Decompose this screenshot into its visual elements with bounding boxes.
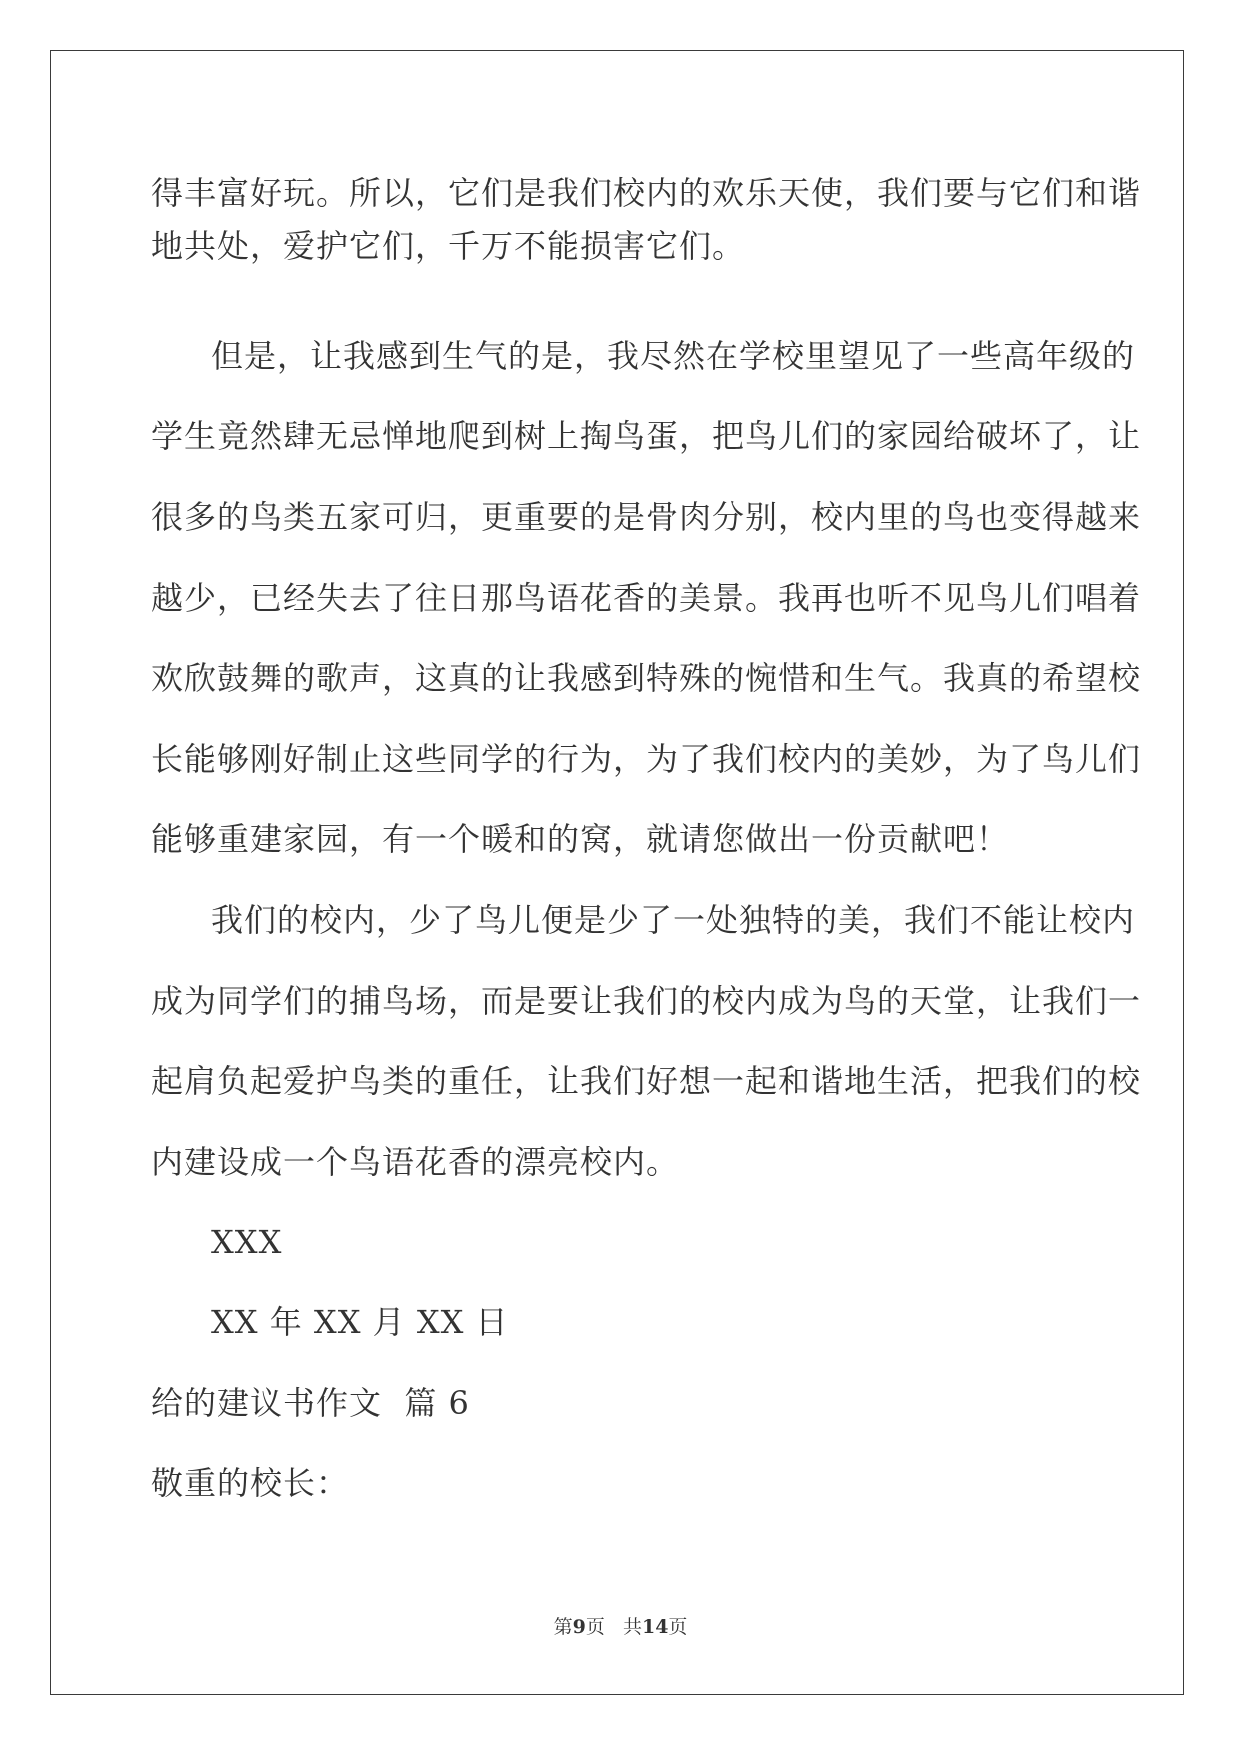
text-line: 但是，让我感到生气的是，我尽然在学校里望见了一些高年级的 [211, 337, 1136, 375]
footer-total-prefix: 共 [622, 1616, 642, 1638]
footer-total-unit: 页 [668, 1616, 688, 1638]
text-line: 成为同学们的捕鸟场，而是要让我们的校内成为鸟的天堂，让我们一 [151, 982, 1142, 1020]
text-line: 很多的鸟类五家可归，更重要的是骨肉分别，校内里的鸟也变得越来 [151, 498, 1142, 536]
footer-prefix: 第 [553, 1616, 573, 1638]
page-footer [0, 1612, 1241, 1639]
current-page-number: 9 [572, 1616, 586, 1638]
date-line: XX 年 XX 月 XX 日 [211, 1303, 509, 1341]
page-border [50, 50, 1184, 1695]
total-page-count: 14 [641, 1616, 669, 1638]
text-line: 我们的校内，少了鸟儿便是少了一处独特的美，我们不能让校内 [211, 901, 1136, 939]
salutation: 敬重的校长： [151, 1464, 350, 1502]
footer-page-unit: 页 [585, 1616, 605, 1638]
signature: XXX [211, 1223, 283, 1261]
text-line: 内建设成一个鸟语花香的漂亮校内。 [151, 1143, 680, 1181]
text-line: 越少，已经失去了往日那鸟语花香的美景。我再也听不见鸟儿们唱着 [151, 579, 1142, 617]
text-line: 起肩负起爱护鸟类的重任，让我们好想一起和谐地生活，把我们的校 [151, 1062, 1142, 1100]
text-line: 学生竟然肆无忌惮地爬到树上掏鸟蛋，把鸟儿们的家园给破坏了，让 [151, 417, 1142, 455]
text-line: 得丰富好玩。所以，它们是我们校内的欢乐天使，我们要与它们和谐 [151, 174, 1142, 212]
section-heading: 给的建议书作文 篇 6 [151, 1384, 470, 1422]
text-line: 长能够刚好制止这些同学的行为，为了我们校内的美妙，为了鸟儿们 [151, 740, 1142, 778]
text-line: 地共处，爱护它们，千万不能损害它们。 [151, 227, 746, 265]
text-line: 欢欣鼓舞的歌声，这真的让我感到特殊的惋惜和生气。我真的希望校 [151, 659, 1142, 697]
text-line: 能够重建家园，有一个暖和的窝，就请您做出一份贡献吧！ [151, 820, 1010, 858]
